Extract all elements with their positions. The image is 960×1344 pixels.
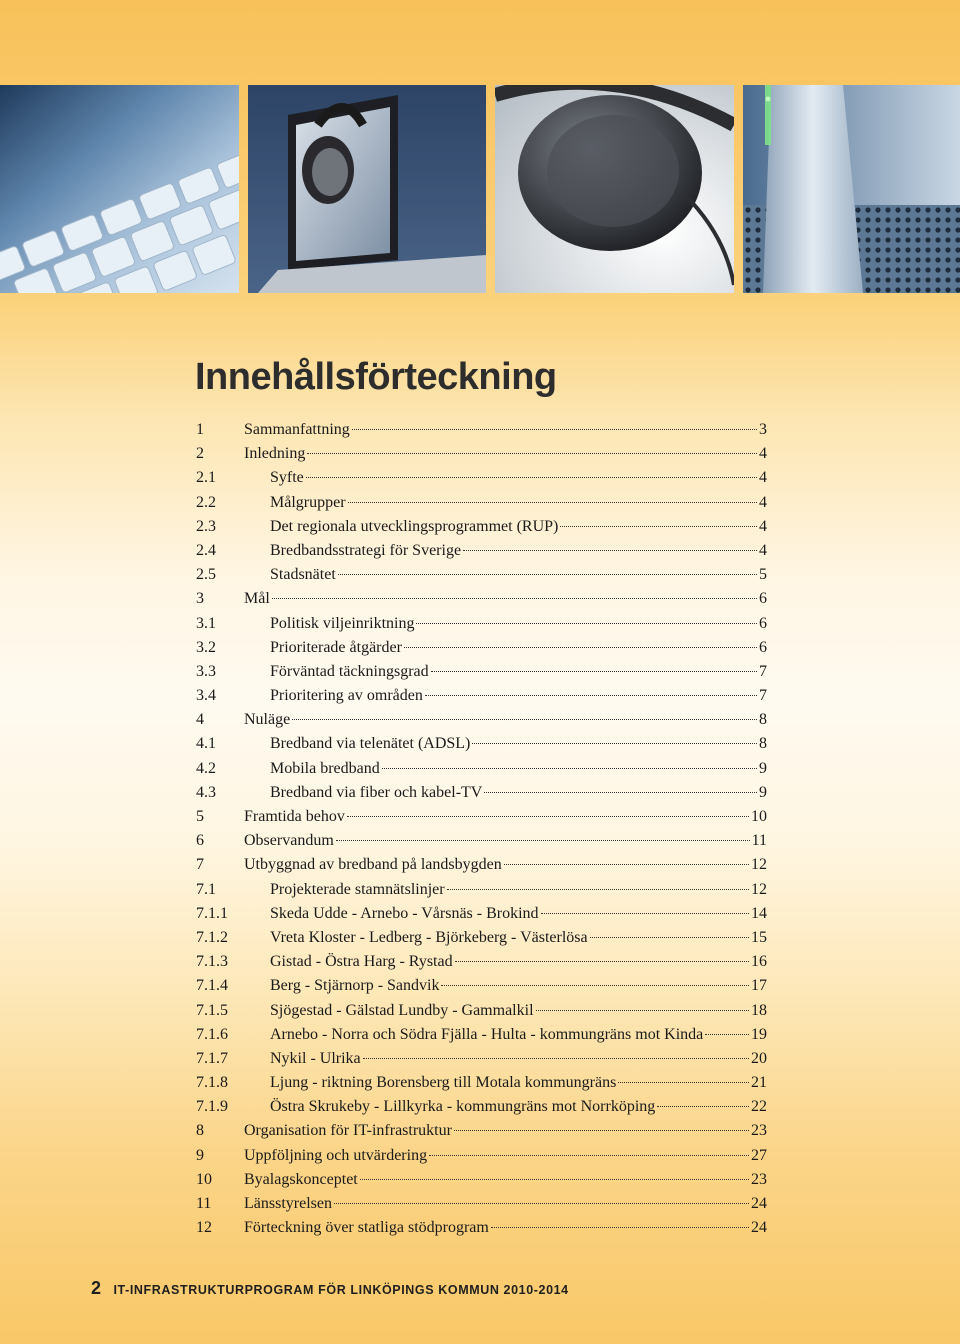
toc-entry[interactable]	[196, 1071, 767, 1095]
toc-entry-label: Sammanfattning	[244, 421, 350, 438]
toc-dot-leader	[363, 1058, 749, 1059]
toc-entry-number: 3.1	[196, 614, 216, 632]
toc-entry-number: 8	[196, 1122, 204, 1140]
toc-entry-label: Prioritering av områden	[270, 687, 423, 705]
toc-entry[interactable]	[196, 902, 767, 926]
toc-entry[interactable]	[196, 1047, 767, 1071]
toc-entry-page: 23	[751, 1170, 767, 1188]
toc-entry-page: 12	[751, 856, 767, 874]
toc-entry-label: Mobila bredband	[270, 759, 380, 777]
toc-entry[interactable]	[196, 684, 767, 708]
toc-entry[interactable]	[196, 442, 767, 466]
toc-entry-label: Målgrupper	[270, 493, 346, 511]
toc-entry-number: 3.4	[196, 687, 216, 705]
keyboard-photo	[0, 85, 239, 293]
toc-entry-page: 22	[751, 1098, 767, 1116]
toc-entry[interactable]	[196, 1023, 767, 1047]
toc-entry-page: 14	[751, 904, 767, 922]
page-title: Innehållsförteckning	[195, 356, 557, 398]
toc-entry-number: 2.5	[196, 566, 216, 584]
toc-entry-label: Berg - Stjärnorp - Sandvik	[270, 977, 440, 995]
toc-entry[interactable]	[196, 1095, 767, 1119]
toc-entry[interactable]	[196, 418, 767, 442]
toc-entry-label: Östra Skrukeby - Lillkyrka - kommungräns mot Norrköping	[270, 1098, 656, 1116]
toc-entry-number: 7.1.2	[196, 928, 228, 946]
toc-entry-label: Det regionala utvecklingsprogrammet (RUP)	[270, 517, 559, 535]
toc-entry-label: Utbyggnad av bredband på landsbygden	[244, 856, 502, 874]
toc-dot-leader	[447, 889, 749, 890]
toc-entry-label: Politisk viljeinriktning	[270, 614, 415, 632]
toc-dot-leader	[338, 574, 757, 575]
toc-entry-number: 7.1.7	[196, 1049, 228, 1067]
toc-entry-number: 12	[196, 1219, 212, 1237]
toc-entry-label: Arnebo - Norra och Södra Fjälla - Hulta - kommungräns mot Kinda	[270, 1025, 704, 1043]
toc-entry-page: 4	[759, 469, 767, 487]
toc-entry-number: 2.3	[196, 517, 216, 535]
toc-entry-number: 4.1	[196, 735, 216, 753]
toc-dot-leader	[348, 502, 757, 503]
toc-dot-leader	[431, 671, 757, 672]
toc-dot-leader	[454, 1130, 749, 1131]
toc-entry-number: 4.2	[196, 759, 216, 777]
toc-entry-label: Nuläge	[244, 711, 291, 729]
toc-entry-page: 17	[751, 977, 767, 995]
toc-entry-number: 6	[196, 832, 204, 850]
toc-entry-page: 3	[759, 421, 767, 438]
toc-entry-label: Organisation för IT-infrastruktur	[244, 1122, 452, 1140]
toc-entry[interactable]	[196, 660, 767, 684]
toc-entry[interactable]	[196, 708, 767, 732]
toc-entry[interactable]	[196, 466, 767, 490]
toc-entry-page: 19	[751, 1025, 767, 1043]
toc-entry-page: 11	[751, 832, 767, 850]
toc-dot-leader	[657, 1106, 749, 1107]
toc-dot-leader	[360, 1179, 749, 1180]
toc-entry-number: 7.1	[196, 880, 216, 898]
toc-entry-page: 4	[759, 517, 767, 535]
photo-strip	[0, 85, 960, 293]
toc-dot-leader	[618, 1082, 749, 1083]
toc-dot-leader	[590, 937, 749, 938]
toc-entry[interactable]	[196, 563, 767, 587]
toc-entry[interactable]	[196, 515, 767, 539]
toc-dot-leader	[560, 526, 757, 527]
toc-entry-number: 9	[196, 1146, 204, 1164]
toc-entry-page: 9	[759, 783, 767, 801]
toc-entry-number: 7.1.9	[196, 1098, 228, 1116]
toc-entry[interactable]	[196, 781, 767, 805]
document-title: IT-INFRASTRUKTURPROGRAM FÖR LINKÖPINGS KOMMUN 2010-2014	[113, 1283, 569, 1297]
toc-dot-leader	[292, 719, 757, 720]
toc-entry-page: 4	[759, 493, 767, 511]
toc-entry-page: 6	[759, 638, 767, 656]
toc-dot-leader	[441, 985, 749, 986]
toc-entry-number: 7.1.3	[196, 953, 228, 971]
toc-entry-label: Bredband via fiber och kabel-TV	[270, 783, 483, 801]
toc-entry-page: 10	[751, 808, 767, 825]
toc-dot-leader	[429, 1155, 749, 1156]
toc-entry-page: 8	[759, 735, 767, 753]
toc-dot-leader	[404, 647, 757, 648]
toc-entry[interactable]	[196, 950, 767, 974]
toc-dot-leader	[504, 864, 749, 865]
toc-entry-number: 3	[196, 590, 204, 608]
headphones-closeup-photo	[495, 85, 734, 293]
toc-entry-number: 11	[196, 1195, 212, 1212]
toc-entry-number: 5	[196, 808, 204, 825]
toc-entry-number: 2.2	[196, 493, 216, 511]
toc-entry-number: 2.1	[196, 469, 216, 487]
toc-entry[interactable]	[196, 1168, 767, 1192]
toc-entry-label: Inledning	[244, 445, 306, 463]
toc-entry-page: 5	[759, 566, 767, 584]
toc-entry-page: 4	[759, 445, 767, 463]
toc-entry[interactable]	[196, 1192, 767, 1216]
toc-entry-number: 3.2	[196, 638, 216, 656]
toc-entry[interactable]	[196, 805, 767, 829]
toc-entry-number: 4	[196, 711, 204, 729]
toc-entry[interactable]	[196, 491, 767, 515]
toc-dot-leader	[336, 840, 750, 841]
toc-entry-number: 4.3	[196, 783, 216, 801]
toc-entry-label: Bredband via telenätet (ADSL)	[270, 735, 471, 753]
toc-entry[interactable]	[196, 926, 767, 950]
toc-entry-page: 9	[759, 759, 767, 777]
toc-dot-leader	[306, 477, 757, 478]
toc-dot-leader	[472, 743, 757, 744]
toc-dot-leader	[334, 1203, 749, 1204]
toc-entry-label: Vreta Kloster - Ledberg - Björkeberg - Västerlösa	[270, 928, 588, 946]
toc-entry-label: Nykil - Ulrika	[270, 1049, 361, 1067]
toc-entry-label: Stadsnätet	[270, 566, 336, 584]
toc-entry[interactable]	[196, 587, 767, 611]
toc-entry-number: 2	[196, 445, 204, 463]
toc-dot-leader	[491, 1227, 749, 1228]
toc-entry-label: Förteckning över statliga stödprogram	[244, 1219, 489, 1237]
toc-entry-page: 20	[751, 1049, 767, 1067]
toc-entry-number: 7	[196, 856, 204, 874]
toc-entry-page: 24	[751, 1195, 767, 1212]
toc-entry-page: 23	[751, 1122, 767, 1140]
toc-entry[interactable]	[196, 829, 767, 853]
toc-entry-page: 18	[751, 1001, 767, 1019]
toc-entry-number: 10	[196, 1170, 212, 1188]
toc-entry-label: Mål	[244, 590, 270, 608]
toc-entry[interactable]	[196, 1216, 767, 1240]
toc-dot-leader	[541, 913, 749, 914]
toc-dot-leader	[352, 429, 757, 430]
toc-dot-leader	[536, 1010, 749, 1011]
toc-entry-label: Observandum	[244, 832, 334, 850]
toc-entry-page: 21	[751, 1074, 767, 1092]
toc-entry-number: 7.1.5	[196, 1001, 228, 1019]
toc-entry[interactable]	[196, 1119, 767, 1143]
laptop-headphones-photo	[248, 85, 486, 293]
toc-entry[interactable]	[196, 853, 767, 877]
toc-entry-number: 1	[196, 421, 204, 438]
toc-entry[interactable]	[196, 999, 767, 1023]
toc-entry[interactable]	[196, 1144, 767, 1168]
toc-entry[interactable]	[196, 612, 767, 636]
toc-entry-label: Prioriterade åtgärder	[270, 638, 402, 656]
toc-entry-label: Projekterade stamnätslinjer	[270, 880, 445, 898]
toc-entry[interactable]	[196, 636, 767, 660]
toc-entry-number: 7.1.1	[196, 904, 228, 922]
toc-dot-leader	[484, 792, 757, 793]
toc-entry-page: 27	[751, 1146, 767, 1164]
toc-entry-number: 7.1.6	[196, 1025, 228, 1043]
toc-dot-leader	[705, 1034, 749, 1035]
toc-entry-page: 16	[751, 953, 767, 971]
toc-dot-leader	[463, 550, 757, 551]
toc-entry-label: Framtida behov	[244, 808, 345, 825]
toc-entry[interactable]	[196, 539, 767, 563]
toc-entry-number: 3.3	[196, 662, 216, 680]
toc-dot-leader	[272, 598, 757, 599]
page-number: 2	[91, 1278, 102, 1298]
toc-entry-page: 15	[751, 928, 767, 946]
toc-dot-leader	[425, 695, 757, 696]
toc-entry-page: 7	[759, 662, 767, 680]
toc-entry-page: 6	[759, 614, 767, 632]
toc-entry-label: Länsstyrelsen	[244, 1195, 332, 1212]
page-footer	[91, 1278, 569, 1299]
toc-entry-label: Skeda Udde - Arnebo - Vårsnäs - Brokind	[270, 904, 539, 922]
toc-dot-leader	[416, 623, 757, 624]
toc-entry-number: 2.4	[196, 541, 216, 559]
toc-entry-label: Förväntad täckningsgrad	[270, 662, 429, 680]
toc-entry-label: Sjögestad - Gälstad Lundby - Gammalkil	[270, 1001, 534, 1019]
toc-entry-page: 8	[759, 711, 767, 729]
toc-dot-leader	[347, 816, 749, 817]
toc-entry-page: 7	[759, 687, 767, 705]
toc-entry-label: Byalagskonceptet	[244, 1170, 358, 1188]
toc-dot-leader	[382, 768, 757, 769]
server-tower-photo	[743, 85, 960, 293]
toc-entry[interactable]	[196, 974, 767, 998]
toc-entry-number: 7.1.8	[196, 1074, 228, 1092]
toc-entry-page: 12	[751, 880, 767, 898]
toc-entry-page: 24	[751, 1219, 767, 1237]
toc-entry-label: Bredbandsstrategi för Sverige	[270, 541, 462, 559]
toc-entry[interactable]	[196, 732, 767, 756]
toc-entry-page: 6	[759, 590, 767, 608]
table-of-contents	[196, 418, 767, 1240]
toc-entry[interactable]	[196, 757, 767, 781]
toc-entry-label: Ljung - riktning Borensberg till Motala kommungräns	[270, 1074, 617, 1092]
toc-entry-label: Uppföljning och utvärdering	[244, 1146, 428, 1164]
toc-dot-leader	[455, 961, 749, 962]
toc-entry-page: 4	[759, 541, 767, 559]
toc-entry-label: Gistad - Östra Harg - Rystad	[270, 953, 453, 971]
toc-entry-number: 7.1.4	[196, 977, 228, 995]
toc-entry[interactable]	[196, 878, 767, 902]
toc-dot-leader	[307, 453, 757, 454]
toc-entry-label: Syfte	[270, 469, 304, 487]
